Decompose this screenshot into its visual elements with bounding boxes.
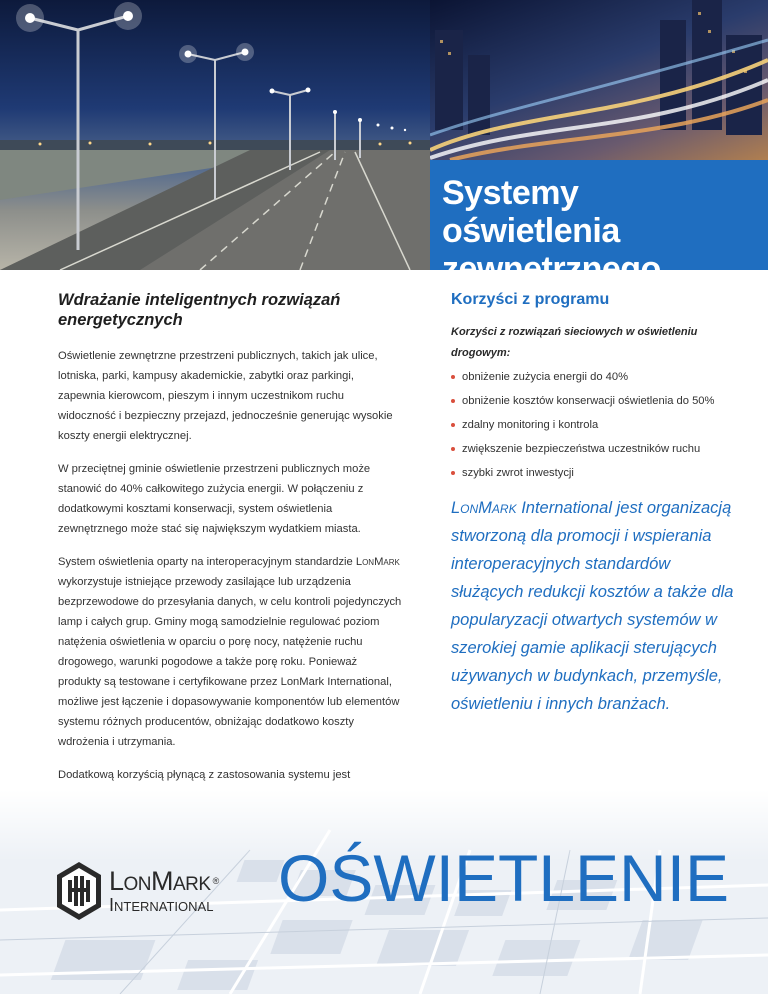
bullet-icon	[451, 471, 455, 475]
lonmark-logo	[55, 858, 245, 928]
bullet-icon	[451, 399, 455, 403]
logo-wordmark	[109, 866, 219, 896]
benefit-text: obniżenie zużycia energii do 40%	[462, 371, 629, 383]
benefit-text: obniżenie kosztów konserwacji oświetlenia do 50%	[462, 395, 715, 407]
bullet-icon	[451, 447, 455, 451]
logo-subtitle: International	[109, 895, 214, 915]
paragraph-3-prefix: System oświetlenia oparty na interoperacyjnym standardzie	[58, 556, 353, 568]
quote-text: International jest organizacją stworzoną dla promocji i wspierania interoperacyjnych standardów służących redukcji kosztów a także dla popularyzacji otwartych systemów w szerokiej gamie aplikacji sterujących używanych w budynkach, przemyśle, oświetleniu i innych branżach.	[451, 499, 734, 713]
paragraph-1: Oświetlenie zewnętrzne przestrzeni publicznych, takich jak ulice, lotniska, parki, kampusy akademickie, zabytki oraz parkingi, zapewnia kierowcom, pieszym i innym uczestnikom ruchu widoczność i bezpieczny przejazd, jednocześnie generując wysokie koszty energii elektrycznej.	[58, 350, 393, 442]
paragraph-3	[58, 552, 403, 752]
city-traffic-photo	[430, 0, 768, 160]
logo-name: LonMark	[109, 866, 211, 896]
list-item	[451, 394, 751, 409]
benefits-heading: Korzyści z programu	[451, 291, 610, 308]
paragraph-2: W przeciętnej gminie oświetlenie przestrzeni publicznych może stanowić do 40% całkowitego zużycia energii. W połączeniu z dodatkowymi kosztami konserwacji, system oświetlenia zewnętrznego może stać się największym wydatkiem miasta.	[58, 463, 371, 535]
benefits-subheading: Korzyści z rozwiązań sieciowych w oświetleniu drogowym:	[451, 326, 698, 359]
list-item	[451, 418, 751, 433]
street-lights-photo	[0, 0, 430, 270]
bullet-icon	[451, 375, 455, 379]
footer-title: OŚWIETLENIE	[278, 841, 730, 915]
list-item	[451, 466, 751, 481]
title-panel	[430, 160, 768, 288]
quote-brand: LonMark	[451, 499, 517, 517]
paragraph-3-rest: wykorzystuje istniejące przewody zasilające lub urządzenia bezprzewodowe do przesyłania danych, w celu kontroli pojedynczych lamp i całych grup. Gminy mogą samodzielnie regulować poziom natężenia oświetlenia w oparciu o porę nocy, natężenie ruchu drogowego, warunki pogodowe a także porę roku. Ponieważ produkty są testowane i certyfikowane przez LonMark International, możliwe jest łączenie i dopasowywanie komponentów lub elementów systemu różnych producentów, obniżając dodatkowo koszty wdrożenia i utrzymania.	[58, 576, 402, 748]
paragraph-4: Dodatkową korzyścią płynącą z zastosowania systemu jest	[58, 769, 351, 781]
benefits-list	[451, 370, 751, 481]
benefit-text: szybki zwrot inwestycji	[462, 467, 574, 479]
list-item	[451, 370, 751, 385]
benefit-text: zdalny monitoring i kontrola	[462, 419, 599, 431]
page-title: Systemy oświetlenia zewnętrznego	[442, 174, 661, 288]
paragraph-3-brand: LonMark	[355, 556, 400, 568]
list-item	[451, 442, 751, 457]
benefit-text: zwiększenie bezpieczeństwa uczestników ruchu	[462, 443, 701, 455]
benefits-section	[451, 290, 751, 490]
organization-quote	[451, 494, 746, 718]
section-heading: Wdrażanie inteligentnych rozwiązań energetycznych	[58, 291, 341, 329]
lonmark-logo-icon	[55, 860, 103, 922]
registered-mark: ®	[212, 876, 219, 886]
bullet-icon	[451, 423, 455, 427]
